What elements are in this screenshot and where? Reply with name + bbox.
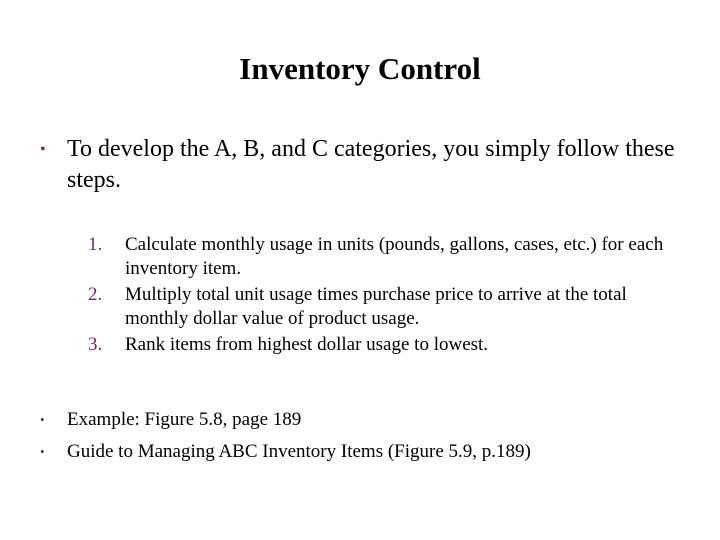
step-number: 1. <box>88 234 103 255</box>
bullet-icon: • <box>40 412 45 427</box>
example-text: Example: Figure 5.8, page 189 <box>67 409 302 430</box>
guide-text: Guide to Managing ABC Inventory Items (Figure 5.9, p.189) <box>67 441 531 462</box>
step-number: 3. <box>88 334 103 355</box>
step-number: 2. <box>88 284 103 305</box>
step-text: Multiply total unit usage times purchase price to arrive at the total monthly dollar value of product usage. <box>125 284 627 329</box>
step-text: Calculate monthly usage in units (pounds, gallons, cases, etc.) for each inventory item. <box>125 234 664 279</box>
bottom-bullet-item <box>40 404 700 436</box>
bullet-icon: • <box>40 141 46 158</box>
step-item <box>88 233 688 281</box>
slide-title: Inventory Control <box>239 51 481 86</box>
step-item <box>88 283 688 331</box>
main-bullet-row <box>40 134 680 196</box>
step-item <box>88 333 688 357</box>
main-bullet <box>40 134 680 196</box>
main-bullet-text: To develop the A, B, and C categories, you simply follow these steps. <box>67 136 675 193</box>
step-text: Rank items from highest dollar usage to lowest. <box>125 334 489 355</box>
bottom-bullet-item <box>40 436 700 468</box>
bullet-icon: • <box>40 444 45 459</box>
bottom-bullets <box>40 404 700 468</box>
steps-list <box>88 233 688 359</box>
